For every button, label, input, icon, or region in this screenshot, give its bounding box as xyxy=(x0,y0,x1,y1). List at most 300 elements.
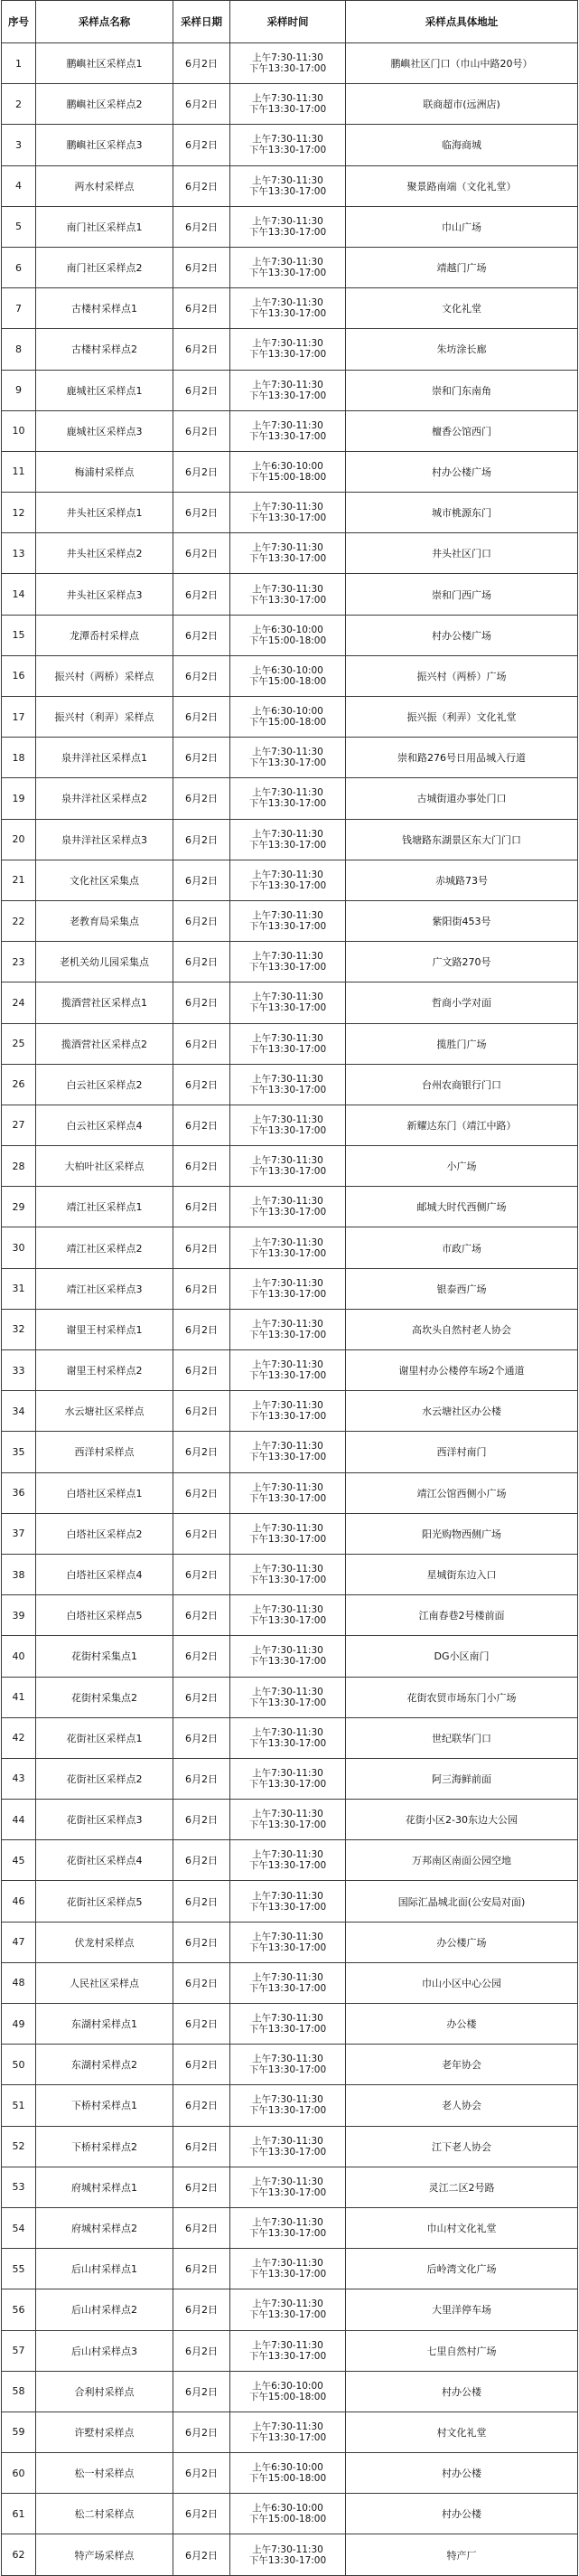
cell-time xyxy=(230,2534,346,2575)
cell-site-name: 南门社区采样点1 xyxy=(36,206,173,247)
table-row xyxy=(2,1309,578,1349)
cell-date: 6月2日 xyxy=(173,247,230,287)
time-morning: 上午6:30-10:00 xyxy=(252,2503,323,2515)
cell-address: 赤城路73号 xyxy=(346,860,578,900)
cell-address: 村办公楼广场 xyxy=(346,451,578,492)
time-morning: 上午7:30-11:30 xyxy=(252,1971,323,1983)
time-morning: 上午7:30-11:30 xyxy=(252,869,323,880)
cell-no: 45 xyxy=(2,1840,36,1881)
cell-site-name: 谢里王村采样点1 xyxy=(36,1309,173,1349)
table-row xyxy=(2,1800,578,1840)
table-row xyxy=(2,1758,578,1799)
cell-address: 振兴振（利弄）文化礼堂 xyxy=(346,697,578,738)
cell-address: 七里自然村广场 xyxy=(346,2330,578,2371)
time-morning: 上午7:30-11:30 xyxy=(252,1931,323,1942)
cell-site-name: 白云社区采样点2 xyxy=(36,1064,173,1105)
time-morning: 上午7:30-11:30 xyxy=(252,1522,323,1534)
cell-no: 37 xyxy=(2,1513,36,1554)
table-row xyxy=(2,982,578,1023)
time-morning: 上午7:30-11:30 xyxy=(252,502,323,513)
cell-no: 57 xyxy=(2,2330,36,2371)
cell-no: 43 xyxy=(2,1758,36,1799)
cell-address: 小广场 xyxy=(346,1146,578,1187)
cell-address: 村办公楼 xyxy=(346,2494,578,2534)
cell-time xyxy=(230,615,346,655)
time-morning: 上午7:30-11:30 xyxy=(252,1849,323,1861)
table-row xyxy=(2,329,578,370)
cell-no: 46 xyxy=(2,1881,36,1922)
table-row xyxy=(2,1595,578,1636)
time-morning: 上午7:30-11:30 xyxy=(252,2094,323,2106)
table-row xyxy=(2,2289,578,2330)
cell-date: 6月2日 xyxy=(173,2534,230,2575)
time-afternoon: 下午13:30-17:00 xyxy=(248,2228,327,2240)
cell-time xyxy=(230,1922,346,1962)
cell-time xyxy=(230,1962,346,2003)
cell-no: 6 xyxy=(2,247,36,287)
time-afternoon: 下午13:30-17:00 xyxy=(248,962,327,973)
cell-no: 8 xyxy=(2,329,36,370)
cell-time xyxy=(230,329,346,370)
cell-time xyxy=(230,1309,346,1349)
cell-address: 高坎头自然村老人协会 xyxy=(346,1309,578,1349)
time-morning: 上午6:30-10:00 xyxy=(252,2380,323,2392)
cell-date: 6月2日 xyxy=(173,2207,230,2248)
cell-site-name: 花街社区采样点1 xyxy=(36,1717,173,1758)
cell-no: 12 xyxy=(2,493,36,533)
cell-site-name: 伏龙村采样点 xyxy=(36,1922,173,1962)
time-morning: 上午7:30-11:30 xyxy=(252,1809,323,1820)
cell-no: 54 xyxy=(2,2207,36,2248)
cell-time xyxy=(230,2085,346,2126)
cell-site-name: 花街社区采样点3 xyxy=(36,1800,173,1840)
cell-time xyxy=(230,2289,346,2330)
table-row xyxy=(2,574,578,615)
cell-no: 17 xyxy=(2,697,36,738)
cell-site-name: 后山村采样点2 xyxy=(36,2289,173,2330)
cell-time xyxy=(230,1840,346,1881)
cell-time xyxy=(230,1432,346,1472)
time-morning: 上午7:30-11:30 xyxy=(252,2013,323,2025)
cell-address: 联商超市(远洲店) xyxy=(346,84,578,125)
table-row xyxy=(2,1432,578,1472)
cell-address: 崇和门西广场 xyxy=(346,574,578,615)
cell-date: 6月2日 xyxy=(173,1758,230,1799)
cell-no: 49 xyxy=(2,2004,36,2045)
time-afternoon: 下午13:30-17:00 xyxy=(248,104,327,116)
cell-site-name: 松二村采样点 xyxy=(36,2494,173,2534)
cell-date: 6月2日 xyxy=(173,1677,230,1717)
cell-site-name: 后山村采样点3 xyxy=(36,2330,173,2371)
cell-address: 村办公楼广场 xyxy=(346,615,578,655)
time-afternoon: 下午13:30-17:00 xyxy=(248,921,327,933)
cell-time xyxy=(230,2207,346,2248)
cell-address: 巾山村文化礼堂 xyxy=(346,2207,578,2248)
cell-date: 6月2日 xyxy=(173,942,230,982)
cell-time xyxy=(230,206,346,247)
time-morning: 上午7:30-11:30 xyxy=(252,910,323,922)
cell-time xyxy=(230,1800,346,1840)
cell-site-name: 老机关幼儿园采集点 xyxy=(36,942,173,982)
table-row xyxy=(2,615,578,655)
cell-no: 25 xyxy=(2,1023,36,1064)
table-row xyxy=(2,247,578,287)
cell-no: 32 xyxy=(2,1309,36,1349)
cell-address: 灵江二区2号路 xyxy=(346,2167,578,2207)
cell-no: 60 xyxy=(2,2453,36,2494)
time-afternoon: 下午13:30-17:00 xyxy=(248,1860,327,1872)
cell-address: 村办公楼 xyxy=(346,2453,578,2494)
cell-no: 19 xyxy=(2,778,36,819)
table-row xyxy=(2,1472,578,1513)
cell-site-name: 白塔社区采样点1 xyxy=(36,1472,173,1513)
time-afternoon: 下午13:30-17:00 xyxy=(248,1697,327,1708)
cell-address: 城市桃源东门 xyxy=(346,493,578,533)
table-row xyxy=(2,942,578,982)
cell-address: 崇和路276号日用品城入行道 xyxy=(346,738,578,778)
cell-date: 6月2日 xyxy=(173,1962,230,2003)
time-afternoon: 下午13:30-17:00 xyxy=(248,1819,327,1831)
cell-time xyxy=(230,1513,346,1554)
cell-date: 6月2日 xyxy=(173,2167,230,2207)
cell-date: 6月2日 xyxy=(173,1595,230,1636)
cell-site-name: 白云社区采样点4 xyxy=(36,1105,173,1145)
cell-site-name: 大柏叶社区采样点 xyxy=(36,1146,173,1187)
cell-site-name: 龙潭岙村采样点 xyxy=(36,615,173,655)
table-row xyxy=(2,1227,578,1268)
table-row xyxy=(2,1962,578,2003)
cell-site-name: 两水村采样点 xyxy=(36,165,173,206)
table-row xyxy=(2,2453,578,2494)
table-row xyxy=(2,1636,578,1677)
cell-date: 6月2日 xyxy=(173,860,230,900)
cell-site-name: 府城村采样点2 xyxy=(36,2207,173,2248)
cell-address: 村文化礼堂 xyxy=(346,2411,578,2452)
time-afternoon: 下午13:30-17:00 xyxy=(248,1901,327,1913)
time-afternoon: 下午13:30-17:00 xyxy=(248,2105,327,2117)
table-row xyxy=(2,84,578,125)
cell-date: 6月2日 xyxy=(173,2494,230,2534)
time-morning: 上午7:30-11:30 xyxy=(252,174,323,186)
cell-time xyxy=(230,1023,346,1064)
cell-site-name: 文化社区采集点 xyxy=(36,860,173,900)
cell-date: 6月2日 xyxy=(173,2045,230,2085)
cell-time xyxy=(230,2330,346,2371)
cell-time xyxy=(230,1187,346,1227)
cell-time xyxy=(230,533,346,574)
cell-site-name: 下桥村采样点2 xyxy=(36,2126,173,2167)
cell-site-name: 合利村采样点 xyxy=(36,2371,173,2411)
cell-time xyxy=(230,778,346,819)
cell-time xyxy=(230,410,346,451)
time-morning: 上午7:30-11:30 xyxy=(252,419,323,431)
time-morning: 上午7:30-11:30 xyxy=(252,2339,323,2351)
cell-no: 16 xyxy=(2,655,36,696)
time-afternoon: 下午13:30-17:00 xyxy=(248,594,327,606)
cell-time xyxy=(230,2411,346,2452)
time-morning: 上午7:30-11:30 xyxy=(252,828,323,840)
cell-address: 揽胜门广场 xyxy=(346,1023,578,1064)
time-morning: 上午6:30-10:00 xyxy=(252,706,323,718)
cell-date: 6月2日 xyxy=(173,84,230,125)
table-row xyxy=(2,2126,578,2167)
cell-no: 33 xyxy=(2,1350,36,1391)
table-row xyxy=(2,1023,578,1064)
cell-no: 59 xyxy=(2,2411,36,2452)
time-morning: 上午7:30-11:30 xyxy=(252,787,323,799)
time-afternoon: 下午13:30-17:00 xyxy=(248,390,327,401)
time-afternoon: 下午15:00-18:00 xyxy=(248,2514,327,2525)
cell-site-name: 老教育局采集点 xyxy=(36,900,173,941)
time-morning: 上午6:30-10:00 xyxy=(252,664,323,676)
cell-time xyxy=(230,1146,346,1187)
time-afternoon: 下午15:00-18:00 xyxy=(248,471,327,483)
table-row xyxy=(2,2534,578,2575)
table-row xyxy=(2,1350,578,1391)
cell-no: 11 xyxy=(2,451,36,492)
time-afternoon: 下午13:30-17:00 xyxy=(248,1492,327,1504)
cell-no: 36 xyxy=(2,1472,36,1513)
cell-time xyxy=(230,2453,346,2494)
time-morning: 上午7:30-11:30 xyxy=(252,1441,323,1453)
cell-site-name: 许墅村采样点 xyxy=(36,2411,173,2452)
cell-site-name: 泉井洋社区采样点2 xyxy=(36,778,173,819)
cell-no: 34 xyxy=(2,1391,36,1432)
cell-time xyxy=(230,982,346,1023)
cell-address: 巾山广场 xyxy=(346,206,578,247)
time-morning: 上午7:30-11:30 xyxy=(252,379,323,390)
cell-site-name: 古楼村采样点1 xyxy=(36,288,173,329)
cell-site-name: 特产场采样点 xyxy=(36,2534,173,2575)
cell-date: 6月2日 xyxy=(173,1309,230,1349)
time-afternoon: 下午13:30-17:00 xyxy=(248,798,327,810)
cell-no: 23 xyxy=(2,942,36,982)
table-row xyxy=(2,1146,578,1187)
time-morning: 上午7:30-11:30 xyxy=(252,1359,323,1371)
table-row xyxy=(2,493,578,533)
cell-time xyxy=(230,2249,346,2289)
cell-address: 国际汇晶城北面(公安局对面) xyxy=(346,1881,578,1922)
cell-date: 6月2日 xyxy=(173,1105,230,1145)
cell-site-name: 花街社区采样点4 xyxy=(36,1840,173,1881)
cell-date: 6月2日 xyxy=(173,493,230,533)
cell-address: 檀香公馆西门 xyxy=(346,410,578,451)
cell-no: 9 xyxy=(2,370,36,410)
time-morning: 上午7:30-11:30 xyxy=(252,93,323,105)
table-row xyxy=(2,1677,578,1717)
cell-no: 55 xyxy=(2,2249,36,2289)
time-morning: 上午6:30-10:00 xyxy=(252,624,323,635)
table-row xyxy=(2,533,578,574)
cell-no: 53 xyxy=(2,2167,36,2207)
cell-site-name: 靖江社区采样点1 xyxy=(36,1187,173,1227)
cell-site-name: 揽酒营社区采样点2 xyxy=(36,1023,173,1064)
cell-time xyxy=(230,2126,346,2167)
cell-no: 52 xyxy=(2,2126,36,2167)
cell-time xyxy=(230,1391,346,1432)
time-afternoon: 下午13:30-17:00 xyxy=(248,1247,327,1259)
cell-address: 大里洋停车场 xyxy=(346,2289,578,2330)
cell-site-name: 松一村采样点 xyxy=(36,2453,173,2494)
header-no: 序号 xyxy=(2,1,36,43)
cell-date: 6月2日 xyxy=(173,533,230,574)
table-row xyxy=(2,1881,578,1922)
time-morning: 上午6:30-10:00 xyxy=(252,2462,323,2474)
cell-date: 6月2日 xyxy=(173,819,230,860)
cell-date: 6月2日 xyxy=(173,1840,230,1881)
cell-date: 6月2日 xyxy=(173,165,230,206)
cell-time xyxy=(230,860,346,900)
time-afternoon: 下午13:30-17:00 xyxy=(248,63,327,75)
time-afternoon: 下午13:30-17:00 xyxy=(248,2186,327,2198)
cell-no: 47 xyxy=(2,1922,36,1962)
time-morning: 上午7:30-11:30 xyxy=(252,1196,323,1208)
time-morning: 上午7:30-11:30 xyxy=(252,1277,323,1289)
table-row xyxy=(2,1922,578,1962)
cell-date: 6月2日 xyxy=(173,410,230,451)
cell-time xyxy=(230,1677,346,1717)
time-afternoon: 下午13:30-17:00 xyxy=(248,1288,327,1300)
cell-time xyxy=(230,43,346,84)
time-afternoon: 下午13:30-17:00 xyxy=(248,2554,327,2566)
table-row xyxy=(2,451,578,492)
cell-no: 41 xyxy=(2,1677,36,1717)
cell-time xyxy=(230,247,346,287)
table-row xyxy=(2,738,578,778)
time-morning: 上午7:30-11:30 xyxy=(252,583,323,595)
time-afternoon: 下午13:30-17:00 xyxy=(248,1452,327,1463)
time-morning: 上午7:30-11:30 xyxy=(252,215,323,227)
table-row xyxy=(2,125,578,165)
cell-address: 办公楼 xyxy=(346,2004,578,2045)
cell-date: 6月2日 xyxy=(173,1187,230,1227)
cell-time xyxy=(230,1064,346,1105)
cell-no: 38 xyxy=(2,1554,36,1594)
cell-time xyxy=(230,165,346,206)
time-morning: 上午7:30-11:30 xyxy=(252,542,323,554)
cell-no: 2 xyxy=(2,84,36,125)
cell-time xyxy=(230,900,346,941)
cell-time xyxy=(230,1758,346,1799)
table-row xyxy=(2,370,578,410)
cell-site-name: 靖江社区采样点3 xyxy=(36,1268,173,1309)
time-afternoon: 下午13:30-17:00 xyxy=(248,1533,327,1545)
cell-no: 61 xyxy=(2,2494,36,2534)
time-afternoon: 下午13:30-17:00 xyxy=(248,1084,327,1095)
table-row xyxy=(2,2330,578,2371)
cell-no: 20 xyxy=(2,819,36,860)
table-row xyxy=(2,1268,578,1309)
cell-no: 39 xyxy=(2,1595,36,1636)
time-morning: 上午7:30-11:30 xyxy=(252,1481,323,1493)
header-date: 采样日期 xyxy=(173,1,230,43)
time-afternoon: 下午13:30-17:00 xyxy=(248,2064,327,2076)
cell-date: 6月2日 xyxy=(173,1513,230,1554)
time-morning: 上午7:30-11:30 xyxy=(252,1645,323,1657)
cell-address: 哲商小学对面 xyxy=(346,982,578,1023)
cell-date: 6月2日 xyxy=(173,1227,230,1268)
cell-time xyxy=(230,451,346,492)
cell-address: DG小区南门 xyxy=(346,1636,578,1677)
table-row xyxy=(2,860,578,900)
cell-site-name: 西洋村采样点 xyxy=(36,1432,173,1472)
cell-site-name: 花街村采集点1 xyxy=(36,1636,173,1677)
cell-date: 6月2日 xyxy=(173,1064,230,1105)
time-morning: 上午7:30-11:30 xyxy=(252,2217,323,2229)
cell-time xyxy=(230,288,346,329)
time-morning: 上午7:30-11:30 xyxy=(252,134,323,146)
cell-address: 银泰西广场 xyxy=(346,1268,578,1309)
cell-address: 江南春巷2号楼前面 xyxy=(346,1595,578,1636)
cell-no: 22 xyxy=(2,900,36,941)
cell-address: 花街小区2-30东边大公园 xyxy=(346,1800,578,1840)
cell-address: 临海商城 xyxy=(346,125,578,165)
cell-site-name: 花街村采集点2 xyxy=(36,1677,173,1717)
cell-date: 6月2日 xyxy=(173,1636,230,1677)
time-afternoon: 下午15:00-18:00 xyxy=(248,717,327,729)
table-row xyxy=(2,1391,578,1432)
cell-no: 40 xyxy=(2,1636,36,1677)
cell-no: 28 xyxy=(2,1146,36,1187)
cell-address: 万邦南区南面公园空地 xyxy=(346,1840,578,1881)
time-afternoon: 下午13:30-17:00 xyxy=(248,1737,327,1749)
time-morning: 上午7:30-11:30 xyxy=(252,1155,323,1167)
cell-site-name: 花街社区采样点5 xyxy=(36,1881,173,1922)
time-afternoon: 下午13:30-17:00 xyxy=(248,1207,327,1218)
time-morning: 上午7:30-11:30 xyxy=(252,2299,323,2310)
cell-site-name: 下桥村采样点1 xyxy=(36,2085,173,2126)
time-afternoon: 下午13:30-17:00 xyxy=(248,1124,327,1136)
time-afternoon: 下午13:30-17:00 xyxy=(248,1778,327,1790)
time-morning: 上午7:30-11:30 xyxy=(252,52,323,64)
cell-site-name: 白塔社区采样点4 xyxy=(36,1554,173,1594)
cell-address: 朱坊涂长廊 xyxy=(346,329,578,370)
cell-site-name: 揽酒营社区采样点1 xyxy=(36,982,173,1023)
cell-no: 51 xyxy=(2,2085,36,2126)
cell-site-name: 东湖村采样点1 xyxy=(36,2004,173,2045)
cell-no: 58 xyxy=(2,2371,36,2411)
cell-site-name: 白塔社区采样点5 xyxy=(36,1595,173,1636)
table-row xyxy=(2,900,578,941)
table-row xyxy=(2,1840,578,1881)
time-afternoon: 下午13:30-17:00 xyxy=(248,2431,327,2443)
cell-no: 62 xyxy=(2,2534,36,2575)
cell-time xyxy=(230,493,346,533)
time-morning: 上午7:30-11:30 xyxy=(252,1604,323,1616)
table-row xyxy=(2,697,578,738)
cell-no: 4 xyxy=(2,165,36,206)
cell-no: 30 xyxy=(2,1227,36,1268)
time-morning: 上午7:30-11:30 xyxy=(252,297,323,309)
cell-no: 42 xyxy=(2,1717,36,1758)
cell-no: 56 xyxy=(2,2289,36,2330)
cell-site-name: 东湖村采样点2 xyxy=(36,2045,173,2085)
cell-site-name: 井头社区采样点3 xyxy=(36,574,173,615)
cell-site-name: 谢里王村采样点2 xyxy=(36,1350,173,1391)
time-morning: 上午7:30-11:30 xyxy=(252,747,323,758)
time-morning: 上午7:30-11:30 xyxy=(252,1318,323,1330)
cell-address: 江下老人协会 xyxy=(346,2126,578,2167)
cell-address: 井头社区门口 xyxy=(346,533,578,574)
cell-time xyxy=(230,1636,346,1677)
cell-date: 6月2日 xyxy=(173,2453,230,2494)
cell-address: 崇和门东南角 xyxy=(346,370,578,410)
cell-site-name: 后山村采样点1 xyxy=(36,2249,173,2289)
table-row xyxy=(2,2004,578,2045)
time-afternoon: 下午13:30-17:00 xyxy=(248,512,327,524)
cell-address: 花街农贸市场东门小广场 xyxy=(346,1677,578,1717)
cell-date: 6月2日 xyxy=(173,1922,230,1962)
